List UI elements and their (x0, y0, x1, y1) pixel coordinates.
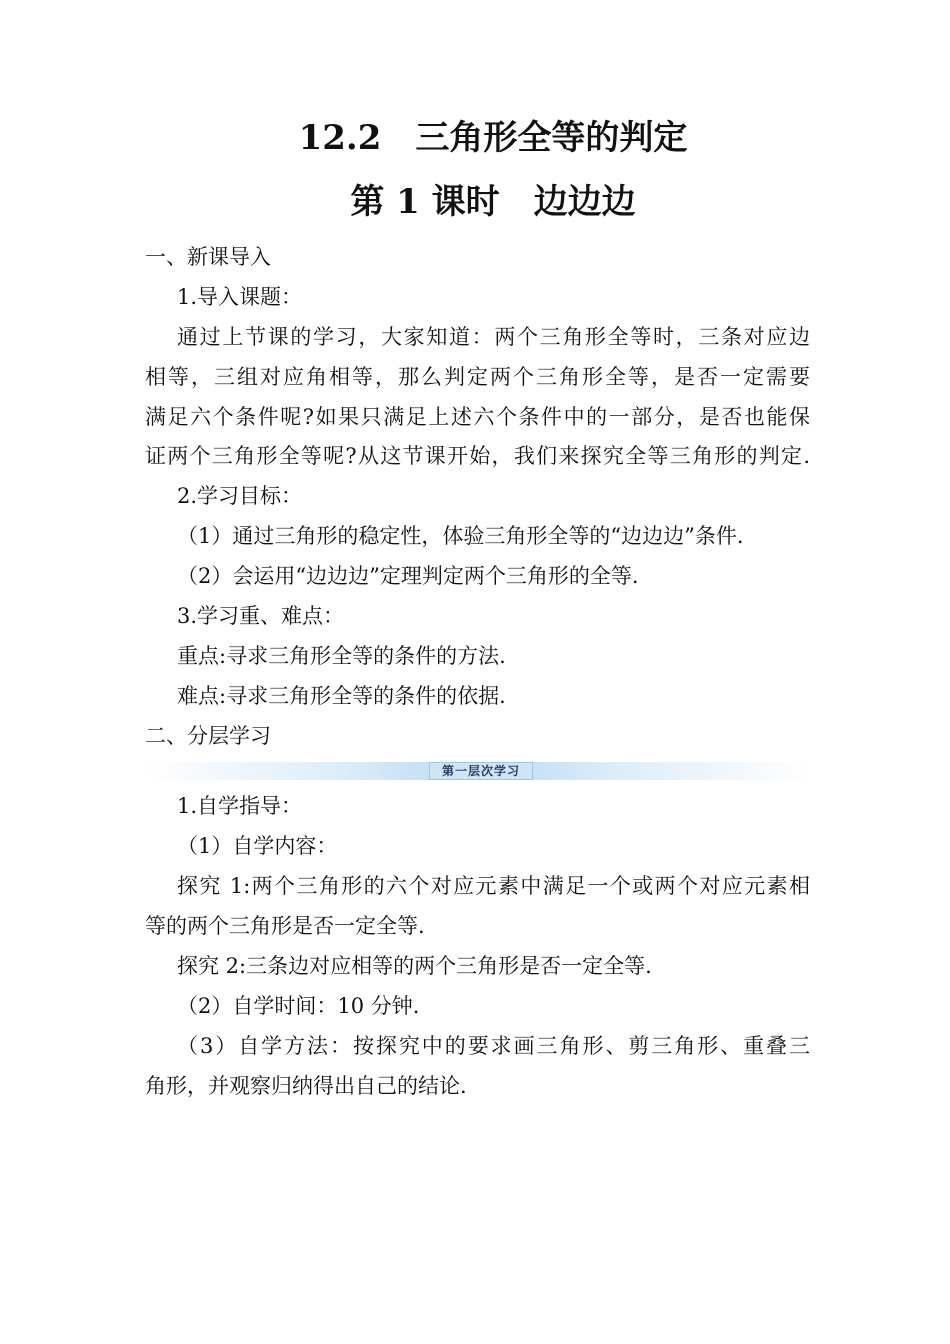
level-banner-label: 第一层次学习 (429, 762, 533, 780)
self-study-guide-label: 1.自学指导： (177, 794, 303, 818)
learning-goal-item: （1）通过三角形的稳定性，体验三角形全等的“边边边”条件. (177, 524, 744, 548)
key-point: 重点:寻求三角形全等的条件的方法. (177, 644, 506, 668)
self-study-method-line: 角形，并观察归纳得出自己的结论. (145, 1074, 467, 1098)
learning-goals-label: 2.学习目标： (177, 484, 303, 508)
key-points-label: 3.学习重、难点： (177, 604, 345, 628)
self-study-content-label: （1）自学内容： (177, 834, 338, 858)
intro-paragraph-line: 满足六个条件呢?如果只满足上述六个条件中的一部分，是否也能保 (145, 405, 810, 429)
intro-paragraph-line: 相等，三组对应角相等，那么判定两个三角形全等，是否一定需要 (145, 365, 810, 389)
section-heading-intro: 一、新课导入 (145, 245, 271, 269)
explore-2: 探究 2:三条边对应相等的两个三角形是否一定全等. (177, 954, 652, 978)
explore-1-line: 等的两个三角形是否一定全等. (145, 914, 425, 938)
learning-goal-item: （2）会运用“边边边”定理判定两个三角形的全等. (177, 564, 639, 588)
intro-paragraph-line: 通过上节课的学习，大家知道：两个三角形全等时，三条对应边 (177, 325, 810, 349)
lesson-subtitle: 第 1 课时 边边边 (350, 182, 636, 222)
self-study-time: （2）自学时间：10 分钟. (177, 994, 420, 1018)
intro-paragraph-line: 证两个三角形全等呢?从这节课开始，我们来探究全等三角形的判定. (145, 444, 810, 468)
intro-topic-label: 1.导入课题： (177, 285, 303, 309)
lesson-title: 12.2 三角形全等的判定 (298, 118, 688, 158)
explore-1-line: 探究 1:两个三角形的六个对应元素中满足一个或两个对应元素相 (177, 874, 810, 898)
self-study-method-line: （3）自学方法：按探究中的要求画三角形、剪三角形、重叠三 (177, 1034, 810, 1058)
section-heading-layered: 二、分层学习 (145, 724, 271, 748)
difficult-point: 难点:寻求三角形全等的条件的依据. (177, 684, 506, 708)
